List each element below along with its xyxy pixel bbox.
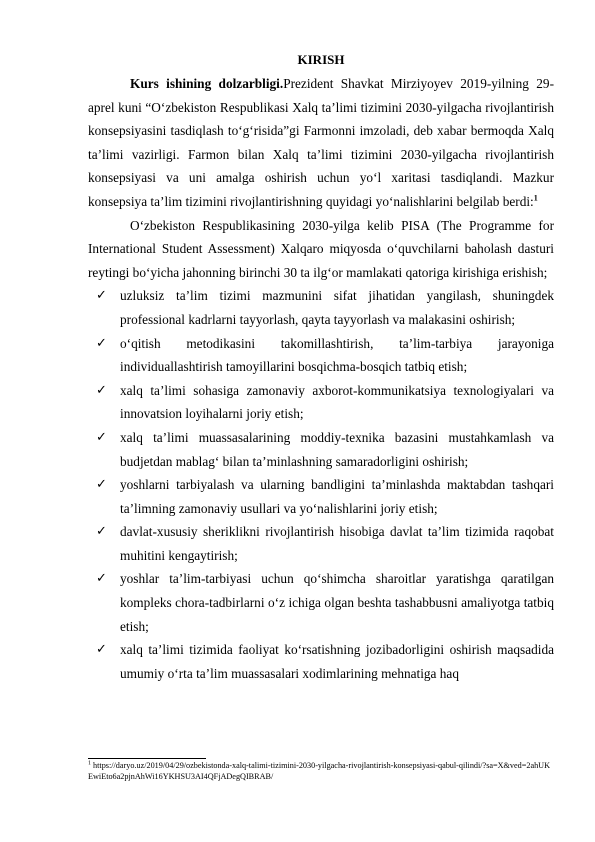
checkmark-icon: ✓ xyxy=(96,382,107,398)
footnote-reference[interactable]: 1 xyxy=(533,193,538,203)
checklist-item-text: o‘qitish metodikasini takomillashtirish, ta’lim-tarbiya jarayoniga individuallashtirish tamoyillarini bosqichma-bosqich tatbiq etish; xyxy=(120,335,554,375)
checkmark-icon: ✓ xyxy=(96,288,107,304)
checklist-item-text: xalq ta’limi muassasalarining moddiy-texnika bazasini mustahkamlash va budjetdan mablag‘ bilan ta’minlashning samaradorligini oshirish; xyxy=(120,429,554,469)
checklist-item-text: xalq ta’limi sohasiga zamonaviy axborot-kommunikatsiya texnologiyalari va innovatsion loyihalarni joriy etish; xyxy=(120,382,554,422)
intro-lead: Kurs ishining dolzarbligi. xyxy=(130,76,284,91)
checklist-item xyxy=(88,567,554,638)
checkmark-icon: ✓ xyxy=(96,429,107,445)
footnote-number: 1 xyxy=(88,760,91,767)
pisa-paragraph: O‘zbekiston Respublikasining 2030-yilga kelib PISA (The Programme for International Student Assessment) Xalqaro miqyosda o‘quvchilarni baholash dasturi reytingi bo‘yicha jahonning birinchi 30 ta ilg‘or mamlakati qatoriga kirishiga erishish; xyxy=(88,217,554,280)
intro-paragraph xyxy=(88,72,554,214)
checklist-item-text: xalq ta’limi tizimida faoliyat ko‘rsatishning jozibadorligini oshirish maqsadida umumiy o‘rta ta’lim muassasalari xodimlarining mehnatiga haq xyxy=(120,642,554,681)
document-page xyxy=(88,52,554,685)
checkmark-icon: ✓ xyxy=(96,571,107,587)
checklist-item xyxy=(88,426,554,473)
checklist-item-text: davlat-xususiy sheriklikni rivojlantirish hisobiga davlat ta’lim tizimida raqobat muhitini kengaytirish; xyxy=(120,524,554,563)
goals-checklist xyxy=(88,284,554,685)
checklist-item xyxy=(88,284,554,331)
checkmark-icon: ✓ xyxy=(96,335,107,351)
footnote-link[interactable]: https://daryo.uz/2019/04/29/ozbekistonda-xalq-talimi-tizimini-2030-yilgacha-rivojlantirish-konsepsiyasi-qabul-qilindi/?sa=X&ved=2ahUKEwiEto6a2pjnAhWi16YKHSU3AI4QFjADegQIBRAB/ xyxy=(88,761,550,781)
checklist-item-text: yoshlarni tarbiyalash va ularning bandligini ta’minlashda maktabdan tashqari ta’limning zamonaviy usullari va yo‘nalishlarini joriy etish; xyxy=(120,477,554,516)
checklist-item xyxy=(88,520,554,567)
section-heading: KIRISH xyxy=(297,52,345,67)
checklist-item xyxy=(88,379,554,426)
checklist-item xyxy=(88,332,554,379)
footnote xyxy=(88,760,554,782)
checkmark-icon: ✓ xyxy=(96,642,107,658)
checklist-item-text: uzluksiz ta’lim tizimi mazmunini sifat jihatidan yangilash, shuningdek professional kadrlarni tayyorlash, qayta tayyorlash va malakasini oshirish; xyxy=(120,288,554,327)
footnote-divider xyxy=(88,758,206,759)
checklist-item xyxy=(88,473,554,520)
checklist-item xyxy=(88,638,554,685)
checklist-item-text: yoshlar ta’lim-tarbiyasi uchun qo‘shimcha sharoitlar yaratishga qaratilgan kompleks chora-tadbirlarni o‘z ichiga olgan beshta tashabbusni amaliyotga tatbiq etish; xyxy=(120,571,554,634)
checkmark-icon: ✓ xyxy=(96,477,107,493)
checkmark-icon: ✓ xyxy=(96,524,107,540)
intro-text: Prezident Shavkat Mirziyoyev 2019-yilning 29-aprel kuni “O‘zbekiston Respublikasi Xalq ta’limi tizimini 2030-yilgacha rivojlantirish konsepsiyasini tasdiqlash to‘g‘risida”gi Farmonni imzoladi, deb xabar bermoqda Xalq ta’limi vazirligi. Farmon bilan Xalq ta’limi tizimini 2030-yilgacha rivojlantirish konsepsiyasi va uni amalga oshirish uchun yo‘l xaritasi tasdiqlandi. Mazkur konsepsiya ta’lim tizimini rivojlantirishning quyidagi yo‘nalishlarini belgilab berdi: xyxy=(88,76,555,209)
